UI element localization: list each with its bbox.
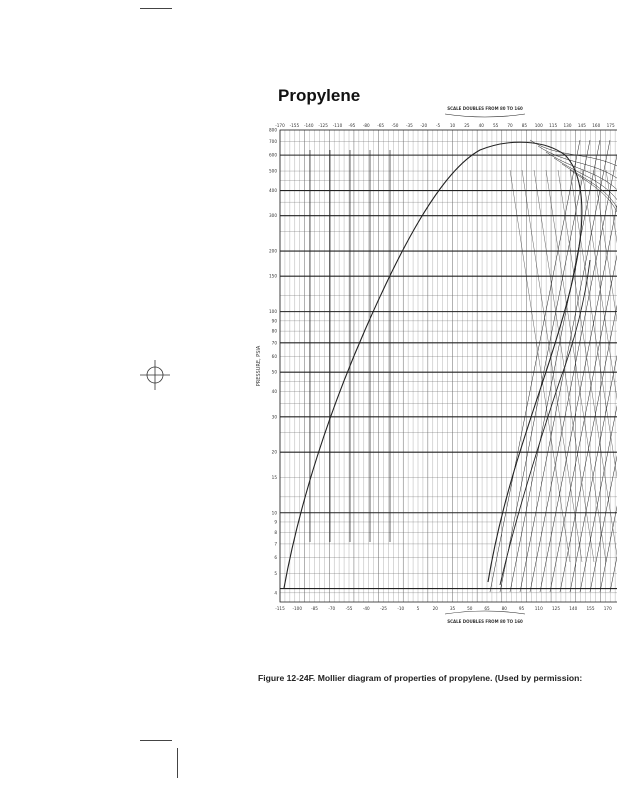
y-tick-label: 70 <box>271 340 277 346</box>
grid-major <box>280 130 617 602</box>
bottom-tick-label: 125 <box>552 606 560 611</box>
y-tick-label: 30 <box>271 414 277 420</box>
top-tick-label: -35 <box>405 123 413 128</box>
bottom-tick-label: 5 <box>416 606 420 611</box>
saturation-dome-curve <box>284 142 582 588</box>
bottom-tick-label: -40 <box>362 606 370 611</box>
y-tick-label: 100 <box>269 309 277 315</box>
y-tick-label: 600 <box>269 152 277 158</box>
top-tick-label: 160 <box>592 123 601 128</box>
entropy-line <box>500 140 590 592</box>
top-tick-label: 40 <box>478 123 484 128</box>
y-tick-label: 500 <box>269 168 277 174</box>
bottom-tick-label: -70 <box>328 606 336 611</box>
y-tick-label: 400 <box>269 188 277 194</box>
figure-caption: Figure 12-24F. Mollier diagram of properties of propylene. (Used by permission: <box>258 673 583 683</box>
y-tick-label: 200 <box>269 248 277 254</box>
entropy-line <box>510 140 600 592</box>
bottom-tick-label: -25 <box>380 606 387 611</box>
chart-frame <box>280 130 617 602</box>
top-tick-label: 115 <box>549 123 558 128</box>
page-title: Propylene <box>278 86 361 105</box>
y-tick-label: 20 <box>271 449 277 455</box>
bottom-tick-label: 50 <box>467 606 473 611</box>
top-tick-label: 100 <box>534 123 543 128</box>
y-tick-label: 150 <box>269 273 277 279</box>
bottom-tick-label: 140 <box>569 606 578 611</box>
bottom-tick-label: 20 <box>432 606 438 611</box>
bottom-tick-label: 95 <box>518 606 525 611</box>
y-tick-label: 10 <box>271 510 277 516</box>
entropy-line <box>540 140 617 592</box>
top-tick-label: 85 <box>521 123 528 128</box>
top-scale-note: SCALE DOUBLES FROM 80 TO 160 <box>447 106 523 111</box>
top-tick-label: -110 <box>332 123 343 128</box>
volume-line <box>582 170 617 562</box>
bottom-tick-label: 170 <box>603 606 612 611</box>
top-tick-label: 70 <box>507 123 513 128</box>
y-tick-label: 50 <box>271 369 277 375</box>
registration-mark-icon <box>140 360 170 390</box>
bottom-tick-label: 65 <box>484 606 490 611</box>
y-tick-label: 15 <box>271 474 277 480</box>
bottom-scale-brace <box>445 611 525 614</box>
bottom-tick-label: 80 <box>501 606 507 611</box>
entropy-line <box>590 140 617 592</box>
y-tick-label: 5 <box>274 570 277 576</box>
crop-mark-bottom-left-h <box>140 740 172 741</box>
volume-line <box>522 170 582 562</box>
y-tick-label: 60 <box>271 353 277 359</box>
y-tick-label: 8 <box>274 529 277 535</box>
top-tick-label: -50 <box>391 123 399 128</box>
y-axis-title: PRESSURE, PSIA <box>256 345 262 387</box>
y-tick-label: 4 <box>274 590 277 596</box>
top-tick-label: -140 <box>303 123 314 128</box>
mollier-diagram <box>240 100 617 630</box>
top-tick-label: 175 <box>606 123 615 128</box>
top-tick-label: -155 <box>289 123 300 128</box>
crop-mark-bottom-left-v <box>177 748 178 778</box>
property-curves <box>284 140 617 592</box>
y-tick-label: 6 <box>274 554 277 560</box>
bottom-tick-label: -55 <box>345 606 353 611</box>
top-tick-label: 10 <box>449 123 456 128</box>
volume-line <box>570 170 617 562</box>
crop-mark-top-left <box>140 8 172 9</box>
top-tick-label: -65 <box>377 123 385 128</box>
bottom-tick-label: -100 <box>292 606 303 611</box>
top-tick-label: 25 <box>464 123 470 128</box>
top-tick-label: 145 <box>577 123 586 128</box>
bottom-tick-label: 110 <box>534 606 543 611</box>
bottom-tick-label: 155 <box>586 606 595 611</box>
top-tick-label: 55 <box>492 123 499 128</box>
y-tick-label: 800 <box>269 127 277 133</box>
top-tick-label: -125 <box>318 123 328 128</box>
top-tick-label: -80 <box>362 123 370 128</box>
top-tick-label: -95 <box>348 123 356 128</box>
y-tick-label: 40 <box>271 389 277 395</box>
entropy-line <box>560 140 617 592</box>
top-tick-label: 130 <box>563 123 572 128</box>
top-tick-label: -170 <box>275 123 285 128</box>
bottom-scale-note: SCALE DOUBLES FROM 80 TO 160 <box>447 619 523 624</box>
y-tick-label: 90 <box>271 318 277 324</box>
mollier-diagram-svg <box>240 100 617 630</box>
entropy-line <box>490 140 580 592</box>
bottom-tick-label: -85 <box>311 606 318 611</box>
grid-minor <box>280 130 617 602</box>
y-tick-label: 700 <box>269 139 277 145</box>
entropy-line <box>520 140 610 592</box>
y-tick-label: 300 <box>269 213 277 219</box>
bottom-tick-label: 35 <box>449 606 456 611</box>
y-tick-label: 7 <box>274 541 277 547</box>
top-tick-label: -5 <box>436 123 441 128</box>
bottom-tick-label: -115 <box>275 606 285 611</box>
y-tick-label: 9 <box>274 519 277 525</box>
bottom-tick-label: -10 <box>397 606 405 611</box>
top-scale-brace <box>445 114 525 117</box>
y-tick-label: 80 <box>271 328 277 334</box>
top-tick-label: -20 <box>420 123 428 128</box>
